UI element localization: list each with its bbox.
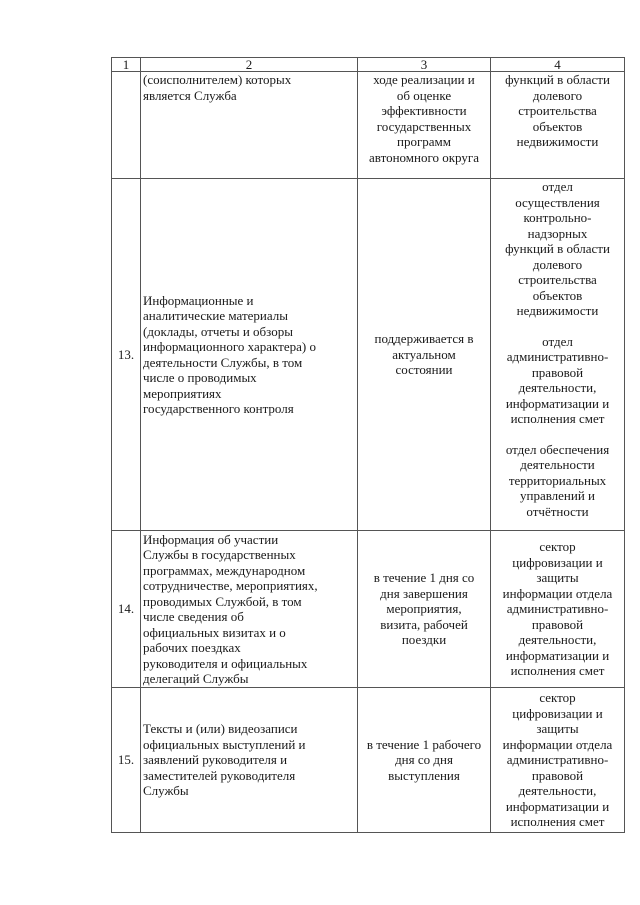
row-number-empty — [112, 72, 141, 179]
row-13-information: Информационные и аналитические материалы (доклады, отчеты и обзоры информационного характера) о деятельности Службы, в том числе о проводимых мероприятиях государственного контроля — [143, 292, 316, 416]
row-14-responsible: сектор цифровизации и защиты информации отдела административно- правовой деятельности, информатизации и исполнения смет — [502, 539, 613, 679]
row-13-responsible-dept-2: отдел административно- правовой деятельности, информатизации и исполнения смет — [505, 333, 610, 426]
row-cont-deadline: ходе реализации и об оценке эффективности государственных программ автономного округа — [369, 72, 479, 165]
header-col-1: 1 — [112, 58, 141, 72]
row-13-responsible-dept-3: отдел обеспечения деятельности территориальных управлений и отчётности — [505, 441, 610, 519]
header-col-4: 4 — [491, 58, 625, 72]
row-13-deadline: поддерживается в актуальном состоянии — [374, 331, 474, 378]
table-row-13 — [112, 179, 625, 531]
document-table — [111, 57, 625, 833]
table-row-continuation — [112, 72, 625, 179]
row-13-responsible — [491, 179, 625, 531]
table-header-row — [112, 58, 625, 72]
row-14-deadline: в течение 1 дня со дня завершения мероприятия, визита, рабочей поездки — [373, 570, 475, 648]
row-15-responsible: сектор цифровизации и защиты информации отдела административно- правовой деятельности, информатизации и исполнения смет — [502, 690, 613, 830]
row-13-responsible-dept-1: отдел осуществления контрольно- надзорных функций в области долевого строительства объектов недвижимости — [505, 179, 610, 318]
row-14-information: Информация об участии Службы в государственных программах, международном сотрудничестве, мероприятиях, проводимых Службой, в том числе сведения об официальных визитах и о рабочих поездках руководителя и официальных делегаций Службы — [143, 531, 318, 686]
header-col-2: 2 — [141, 58, 358, 72]
row-14-number: 14. — [117, 601, 135, 617]
header-col-3: 3 — [358, 58, 491, 72]
row-cont-responsible: функций в области долевого строительства объектов недвижимости — [505, 72, 610, 149]
table-row-15 — [112, 688, 625, 833]
table-row-14 — [112, 531, 625, 688]
row-15-information: Тексты и (или) видеозаписи официальных выступлений и заявлений руководителя и заместителей руководителя Службы — [143, 721, 306, 799]
row-15-number: 15. — [117, 752, 135, 768]
row-13-number: 13. — [117, 346, 135, 362]
row-cont-information: (соисполнителем) которых является Служба — [143, 72, 292, 103]
row-15-deadline: в течение 1 рабочего дня со дня выступления — [366, 736, 482, 783]
